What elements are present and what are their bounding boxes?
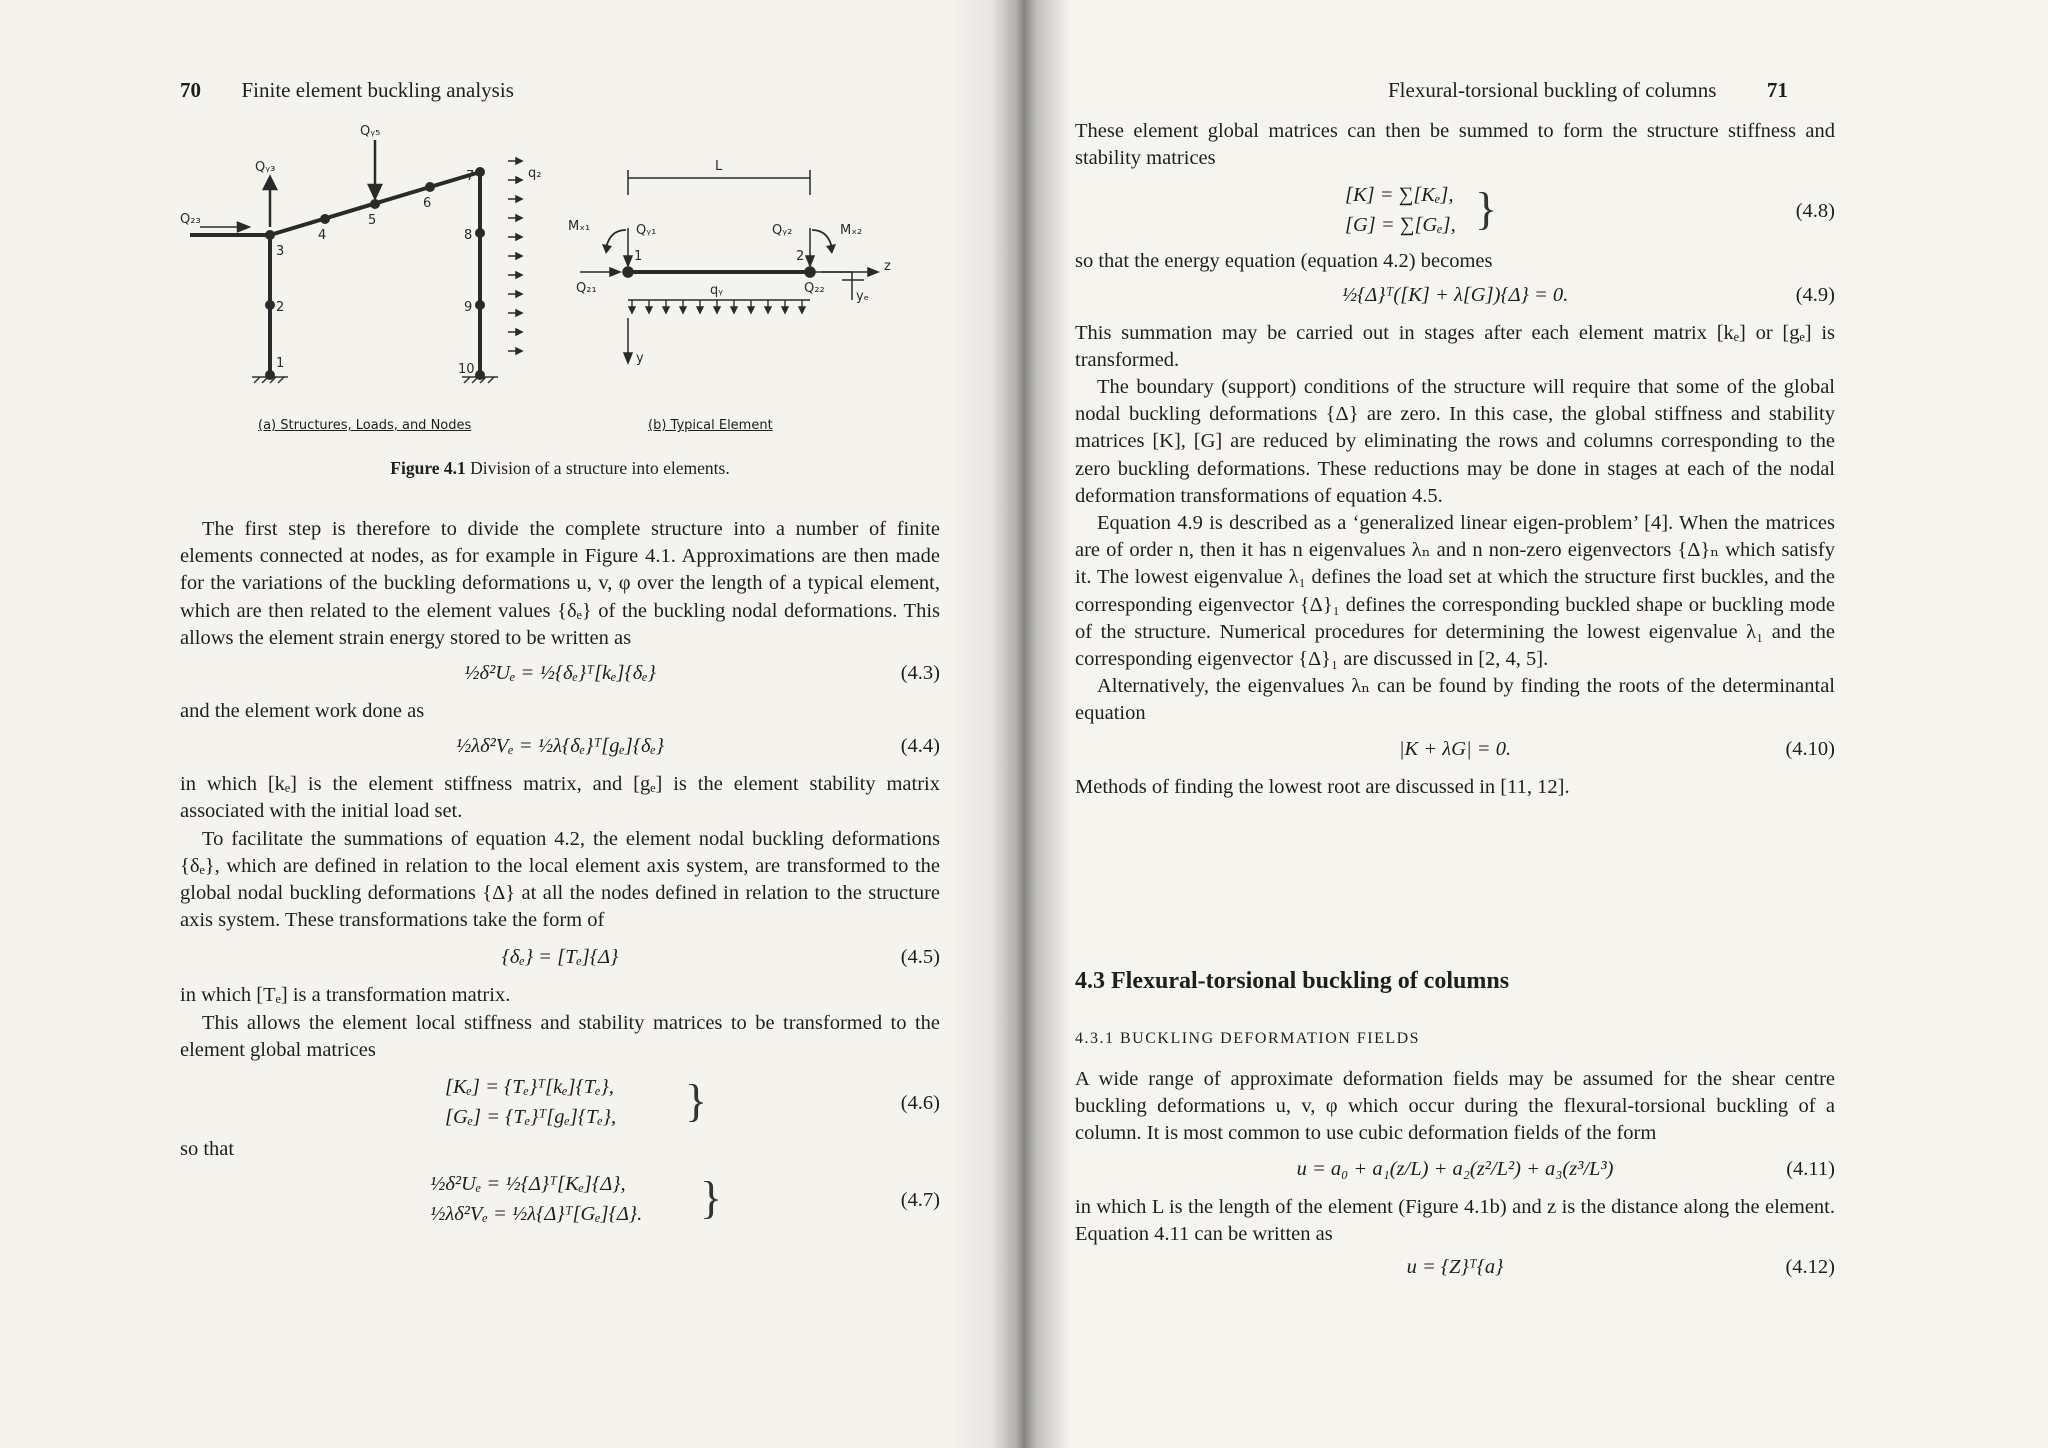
right-para-6: Alternatively, the eigenvalues λₙ can be found by finding the roots of the determinantal equation (1075, 675, 1835, 725)
label-node1b: 1 (634, 249, 643, 264)
section-heading: 4.3 Flexural-torsional buckling of columns (1075, 968, 1510, 994)
eq-4-9-body: ½{Δ}ᵀ([K] + λ[G]){Δ} = 0. (1341, 283, 1569, 306)
running-head-left: Finite element buckling analysis (241, 78, 514, 102)
node-1: 1 (276, 356, 285, 371)
eq-4-11-number: (4.11) (1786, 1157, 1835, 1180)
eq-4-7 (180, 1167, 940, 1233)
node-8: 8 (464, 228, 473, 243)
eq-4-6b: [Gₑ] = {Tₑ}ᵀ[gₑ]{Tₑ}, (445, 1106, 617, 1129)
right-para-9: in which L is the length of the element (Figure 4.1b) and z is the distance along the element. Equation 4.11 can be written as (1075, 1195, 1835, 1245)
left-para-3: To facilitate the summations of equation 4.2, the element nodal buckling deformations {δₑ}, which are defined in relation to the local element axis system, are transformed to the global nodal buckling deformations {Δ} at all the nodes defined in relation to the structure axis system. These transformations take the form of (180, 827, 940, 932)
right-para-2: so that the energy equation (equation 4.2) becomes (1075, 250, 1493, 273)
label-qz1: Q₂₁ (576, 281, 597, 296)
figure-caption (180, 458, 940, 479)
right-para-3: This summation may be carried out in stages after each element matrix [kₑ] or [gₑ] is transformed. (1075, 321, 1835, 371)
subsection-heading: 4.3.1 BUCKLING DEFORMATION FIELDS (1075, 1030, 1421, 1047)
left-para-1: The first step is therefore to divide the complete structure into a number of finite elements connected at nodes, as for example in Figure 4.1. Approximations are then made for the variations of the buckling deformations u, v, φ over the length of a typical element, which are then related to the element values {δₑ} of the buckling nodal deformations. This allows the element strain energy stored to be written as (180, 518, 940, 649)
label-qy1: Qᵧ₁ (636, 223, 657, 238)
label-qy3: Qᵧ₃ (255, 160, 276, 175)
figure-4-1a (180, 115, 550, 415)
eq-4-6a: [Kₑ] = {Tₑ}ᵀ[kₑ]{Tₑ}, (445, 1076, 614, 1099)
eq-4-7-brace: } (700, 1172, 723, 1224)
eq-4-12 (1075, 1254, 1835, 1292)
eq-4-8a: [K] = ∑[Kₑ], (1345, 184, 1454, 207)
eq-4-8-brace: } (1475, 183, 1498, 235)
eq-4-8b: [G] = ∑[Gₑ], (1345, 214, 1456, 237)
left-para-4: in which [Tₑ] is a transformation matrix. (180, 984, 511, 1007)
eq-4-4-body: ½λδ²Vₑ = ½λ{δₑ}ᵀ[gₑ]{δₑ} (455, 735, 665, 758)
label-qy: qᵧ (710, 283, 724, 298)
left-line-work: and the element work done as (180, 700, 425, 723)
label-yq: yₑ (856, 289, 870, 304)
node-3: 3 (276, 244, 285, 259)
label-L: L (715, 159, 723, 174)
eq-4-10-body: |K + λG| = 0. (1398, 737, 1512, 760)
page-number-left: 70 (180, 78, 201, 102)
subcaption-a: (a) Structures, Loads, and Nodes (258, 418, 472, 433)
eq-4-10 (1075, 736, 1835, 774)
label-qz: q₂ (528, 166, 542, 181)
left-line-sothat: so that (180, 1138, 235, 1161)
eq-4-6-number: (4.6) (900, 1092, 940, 1115)
label-mx1: Mₓ₁ (568, 219, 591, 234)
label-z: z (884, 259, 891, 274)
subcaption-b: (b) Typical Element (648, 418, 773, 433)
left-body (180, 516, 940, 1233)
eq-4-7-number: (4.7) (900, 1189, 940, 1212)
node-7: 7 (466, 169, 475, 184)
caption-label: Figure 4.1 (390, 458, 466, 478)
node-10: 10 (458, 362, 475, 377)
right-para-5: Equation 4.9 is described as a ‘generalized linear eigen-problem’ [4]. When the matrices are of order n, then it has n eigenvalues λₙ and n non-zero eigenvectors {Δ}ₙ which satisfy it. The lowest eigenvalue λ₁ defines the load set at which the structure first buckles, and the corresponding eigenvector {Δ}₁ defines the corresponding buckled shape or buckling mode of the structure. Numerical procedures for determining the lowest eigenvalue λ₁ and the corresponding eigenvector {Δ}₁ are discussed in [2, 4, 5]. (1075, 512, 1835, 671)
right-para-4: The boundary (support) conditions of the structure will require that some of the global nodal buckling deformations {Δ} are zero. In this case, the global stiffness and stability matrices [K], [G] are reduced by eliminating the rows and columns corresponding to the zero buckling deformations. These reductions may be done in stages at each of the nodal deformation transformations of equation 4.5. (1075, 376, 1835, 507)
label-y: y (636, 351, 644, 366)
eq-4-3-number: (4.3) (900, 662, 940, 685)
eq-4-10-number: (4.10) (1785, 737, 1835, 760)
eq-4-4 (180, 733, 940, 771)
label-qy2: Qᵧ₂ (772, 223, 793, 238)
right-para-8: A wide range of approximate deformation fields may be assumed for the shear centre buckling deformations u, v, φ which occur during the flexural-torsional buckling of a column. It is most common to use cubic deformation fields of the form (1075, 1068, 1835, 1145)
right-body-bottom (1075, 1066, 1835, 1292)
label-qz3: Q₂₃ (180, 212, 201, 227)
eq-4-6-brace: } (685, 1075, 708, 1127)
eq-4-5 (180, 944, 940, 982)
eq-4-4-number: (4.4) (900, 735, 940, 758)
left-header (180, 78, 514, 103)
eq-4-5-number: (4.5) (900, 946, 940, 969)
left-page (0, 0, 1000, 1448)
eq-4-3-body: ½δ²Uₑ = ½{δₑ}ᵀ[kₑ]{δₑ} (464, 662, 656, 685)
node-5: 5 (368, 213, 377, 228)
right-para-1: These element global matrices can then be summed to form the structure stiffness and stability matrices (1075, 120, 1835, 170)
eq-4-7a: ½δ²Uₑ = ½{Δ}ᵀ[Kₑ]{Δ}, (430, 1173, 626, 1196)
eq-4-11 (1075, 1156, 1835, 1194)
label-mx2: Mₓ₂ (840, 223, 863, 238)
label-qz2: Q₂₂ (804, 281, 825, 296)
caption-text: Division of a structure into elements. (470, 458, 730, 478)
figure-4-1b (560, 150, 940, 380)
right-header (1388, 78, 1788, 103)
node-4: 4 (318, 228, 327, 243)
left-para-5: This allows the element local stiffness and stability matrices to be transformed to the element global matrices (180, 1011, 940, 1061)
right-page (1000, 0, 2048, 1448)
eq-4-8-number: (4.8) (1795, 200, 1835, 223)
node-6: 6 (423, 196, 432, 211)
node-2: 2 (276, 300, 285, 315)
node-9: 9 (464, 300, 473, 315)
running-head-right: Flexural-torsional buckling of columns (1388, 78, 1717, 102)
eq-4-9 (1075, 282, 1835, 320)
eq-4-7b: ½λδ²Vₑ = ½λ{Δ}ᵀ[Gₑ]{Δ}. (430, 1203, 643, 1226)
eq-4-3 (180, 660, 940, 698)
eq-4-6 (180, 1070, 940, 1136)
eq-4-5-body: {δₑ} = [Tₑ]{Δ} (501, 946, 619, 969)
eq-4-11-body: u = a₀ + a₁(z/L) + a₂(z²/L²) + a₃(z³/L³) (1296, 1157, 1614, 1180)
eq-4-12-number: (4.12) (1785, 1256, 1835, 1279)
right-body-top (1075, 118, 1835, 801)
left-para-2: in which [kₑ] is the element stiffness matrix, and [gₑ] is the element stability matrix associated with the initial load set. (180, 773, 940, 823)
label-node2b: 2 (796, 249, 805, 264)
eq-4-12-body: u = {Z}ᵀ{a} (1406, 1256, 1504, 1279)
book-gutter-shadow (950, 0, 1070, 1448)
eq-4-8 (1075, 178, 1835, 248)
eq-4-9-number: (4.9) (1795, 283, 1835, 306)
right-para-7: Methods of finding the lowest root are discussed in [11, 12]. (1075, 775, 1570, 798)
page-number-right: 71 (1766, 78, 1788, 102)
label-qy5: Qᵧ₅ (360, 124, 381, 139)
